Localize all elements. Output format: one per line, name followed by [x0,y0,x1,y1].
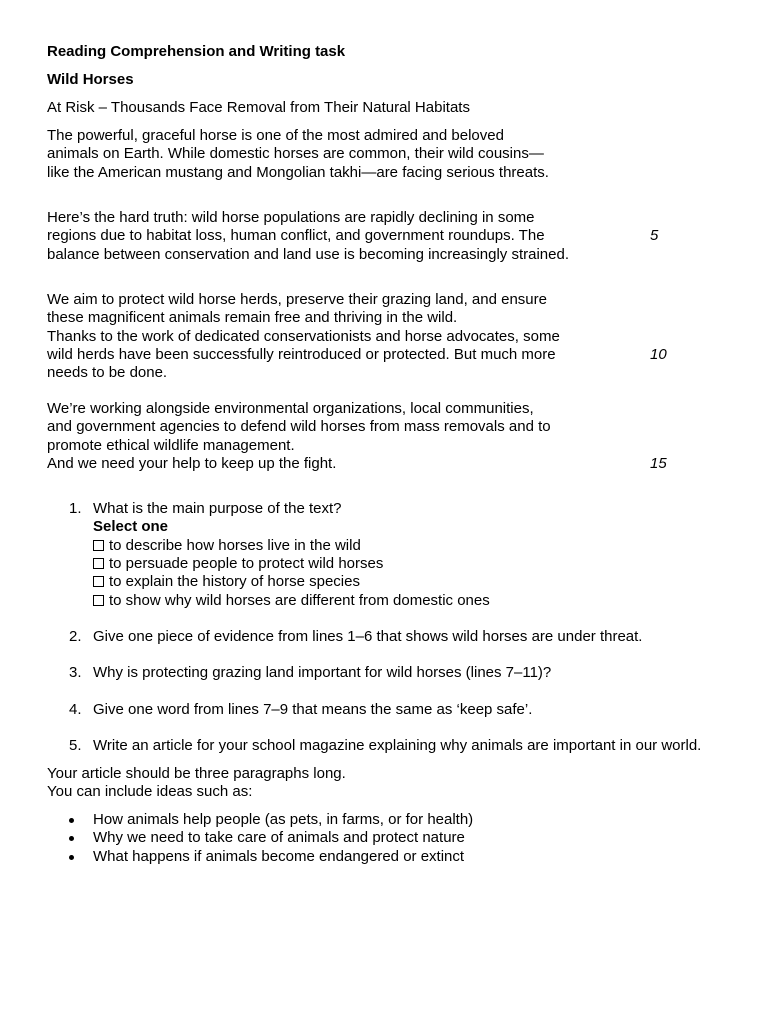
bullet-text: How animals help people (as pets, in farms, or for health) [93,811,474,828]
question-number: 2. [69,628,82,645]
question-number: 4. [69,701,82,718]
select-one-label: Select one [93,518,169,535]
question-text: Why is protecting grazing land important for wild horses (lines 7–11)? [93,664,552,681]
line-number-10: 10 [650,346,667,363]
passage-line: And we need your help to keep up the fight. [47,454,337,472]
passage-paragraph-3 [47,291,647,382]
passage-line: these magnificent animals remain free and thriving in the wild. [47,309,458,327]
passage-line: Thanks to the work of dedicated conservationists and horse advocates, some [47,327,560,345]
passage-line: The powerful, graceful horse is one of the most admired and beloved [47,127,504,144]
document-title: Reading Comprehension and Writing task [47,43,346,60]
passage-line: wild herds have been successfully reintroduced or protected. But much more [47,345,556,363]
instruction-line: You can include ideas such as: [47,783,253,801]
option-label: to describe how horses live in the wild [109,536,361,554]
question-2 [47,628,747,647]
question-text: What is the main purpose of the text? [93,500,342,517]
passage-line: Here’s the hard truth: wild horse populations are rapidly declining in some [47,209,535,226]
option-label: to persuade people to protect wild horses [109,555,384,572]
passage-line: like the American mustang and Mongolian takhi—are facing serious threats. [47,163,549,181]
question-5 [47,737,747,756]
checkbox[interactable] [93,558,104,569]
question-number: 5. [69,737,82,754]
question-number: 1. [69,500,82,517]
passage-line: regions due to habitat loss, human conflict, and government roundups. The [47,227,545,245]
option-label: to explain the history of horse species [109,573,360,590]
passage-paragraph-4 [47,400,647,473]
answer-option-3[interactable] [93,573,360,591]
passage-line: animals on Earth. While domestic horses are common, their wild cousins— [47,145,544,163]
checkbox[interactable] [93,540,104,551]
passage-line: needs to be done. [47,364,168,382]
option-label: to show why wild horses are different from domestic ones [109,591,490,609]
question-1 [47,500,747,610]
answer-option-4[interactable] [93,592,490,610]
writing-instructions [47,765,647,802]
question-4 [47,701,747,720]
passage-title: Wild Horses [47,71,134,88]
line-number-15: 15 [650,455,667,472]
passage-line: balance between conservation and land use is becoming increasingly strained. [47,245,569,263]
checkbox[interactable] [93,576,104,587]
bullet-text: Why we need to take care of animals and protect nature [93,829,465,847]
instruction-line: Your article should be three paragraphs long. [47,765,346,782]
answer-option-1[interactable] [93,537,361,555]
passage-line: and government agencies to defend wild horses from mass removals and to [47,418,551,436]
passage-paragraph-2 [47,209,647,264]
passage-paragraph-1 [47,127,647,182]
question-3 [47,664,747,683]
question-text: Give one piece of evidence from lines 1–6 that shows wild horses are under threat. [93,628,643,645]
bullet-icon [69,818,74,823]
bullet-icon [69,836,74,841]
ideas-bullet-list [47,811,647,867]
passage-line: We’re working alongside environmental organizations, local communities, [47,400,534,417]
question-number: 3. [69,664,82,681]
passage-line: promote ethical wildlife management. [47,436,295,454]
line-number-5: 5 [650,227,659,244]
bullet-icon [69,855,74,860]
passage-tagline: At Risk – Thousands Face Removal from Their Natural Habitats [47,99,470,116]
question-text: Give one word from lines 7–9 that means the same as ‘keep safe’. [93,701,533,718]
checkbox[interactable] [93,595,104,606]
answer-option-2[interactable] [93,555,383,573]
passage-line: We aim to protect wild horse herds, preserve their grazing land, and ensure [47,291,547,308]
bullet-text: What happens if animals become endangered or extinct [93,847,465,865]
question-text: Write an article for your school magazine explaining why animals are important in our world. [93,737,702,754]
